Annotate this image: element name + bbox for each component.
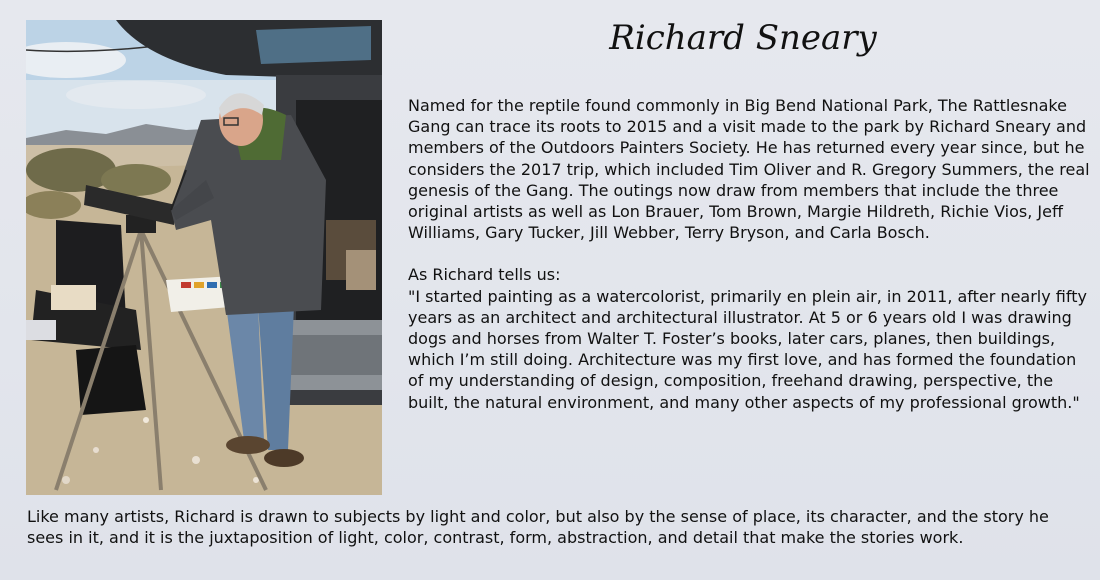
paragraph-spacer [408,243,1092,264]
artist-quote: "I started painting as a watercolorist, primarily en plein air, in 2011, after nearly fifty years as an architect and architectural illustrator. At 5 or 6 years old I was drawing dogs and horses from Walter T. Foster’s books, later cars, planes, then buildings, which I’m still doing. Architecture was my first love, and has formed the foundation of my understanding of design, composition, freehand drawing, perspective, the built, the natural environment, and many other aspects of my professional growth." [408,286,1087,412]
quote-intro: As Richard tells us: [408,265,561,285]
closing-paragraph: Like many artists, Richard is drawn to subjects by light and color, but also by the sense of place, its character, and the story he sees in it, and it is the juxtaposition of light, color, contrast, form, abstraction, and detail that make the stories work. [27,507,1049,548]
artist-photo [26,20,382,495]
bio-section [408,95,1092,413]
bio-paragraph: Named for the reptile found commonly in Big Bend National Park, The Rattlesnake Gang can trace its roots to 2015 and a visit made to the park by Richard Sneary and members of the Outdoors Painters Society. He has returned every year since, but he considers the 2017 trip, which included Tim Oliver and R. Gregory Summers, the real genesis of the Gang. The outings now draw from members that include the three original artists as well as Lon Brauer, Tom Brown, Margie Hildreth, Richie Vios, Jeff Williams, Gary Tucker, Jill Webber, Terry Bryson, and Carla Bosch. [408,96,1090,243]
page-title: Richard Sneary [609,18,877,58]
artist-painting-illustration [26,20,382,495]
